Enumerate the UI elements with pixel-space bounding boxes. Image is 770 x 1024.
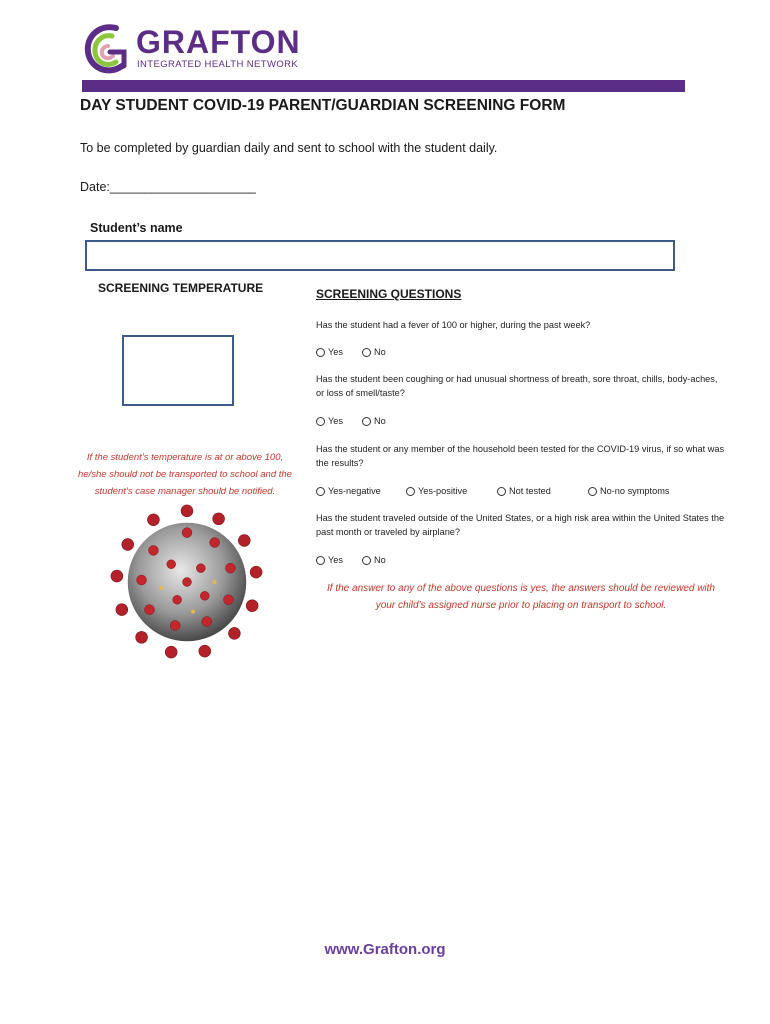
q3-option-not-tested[interactable] (497, 486, 551, 496)
radio-button-icon[interactable] (588, 487, 597, 496)
temperature-input[interactable] (122, 335, 234, 406)
q3-option-no-symptoms[interactable] (588, 486, 669, 496)
student-name-input[interactable] (85, 240, 675, 271)
radio-button-icon[interactable] (362, 417, 371, 426)
q4-option-no[interactable] (362, 555, 386, 565)
student-name-label: Student’s name (90, 221, 183, 235)
option-label: No-no symptoms (600, 486, 670, 496)
radio-button-icon[interactable] (362, 556, 371, 565)
temperature-note: If the student’s temperature is at or above 100, he/she should not be transported to school and the student’s case manager should be notified. (78, 452, 292, 497)
option-label: Yes (328, 416, 343, 426)
option-label: Yes (328, 555, 343, 565)
radio-button-icon[interactable] (406, 487, 415, 496)
option-label: Yes (328, 347, 343, 357)
coronavirus-illustration-icon (108, 503, 266, 661)
option-label: Yes-positive (418, 486, 468, 496)
q2-option-no[interactable] (362, 416, 386, 426)
q3-option-yes-negative[interactable] (316, 486, 381, 496)
header-divider-bar (82, 80, 685, 92)
date-field[interactable]: Date:_____________________ (80, 180, 256, 194)
review-note: If the answer to any of the above questions is yes, the answers should be reviewed with your child’s assigned nurse prior to placing on transport to school. (327, 583, 715, 611)
brand-name: GRAFTON (136, 24, 301, 60)
option-label: No (374, 416, 386, 426)
question-2-text: Has the student been coughing or had unusual shortness of breath, sore throat, chills, body-aches, or loss of smell/taste? (316, 374, 718, 398)
option-label: No (374, 347, 386, 357)
radio-button-icon[interactable] (316, 487, 325, 496)
q1-option-yes[interactable] (316, 347, 343, 357)
radio-button-icon[interactable] (362, 348, 371, 357)
q1-option-no[interactable] (362, 347, 386, 357)
q3-option-yes-positive[interactable] (406, 486, 467, 496)
option-label: No (374, 555, 386, 565)
option-label: Yes-negative (328, 486, 381, 496)
form-instructions: To be completed by guardian daily and sent to school with the student daily. (80, 141, 498, 155)
radio-button-icon[interactable] (316, 556, 325, 565)
question-1-text: Has the student had a fever of 100 or higher, during the past week? (316, 320, 591, 330)
question-4-text: Has the student traveled outside of the United States, or a high risk area within the United States the past month or traveled by airplane? (316, 513, 725, 537)
radio-button-icon[interactable] (316, 417, 325, 426)
screening-temperature-heading: SCREENING TEMPERATURE (98, 281, 264, 295)
website-link[interactable]: www.Grafton.org (324, 941, 446, 958)
q4-option-yes[interactable] (316, 555, 343, 565)
question-3-text: Has the student or any member of the household been tested for the COVID-19 virus, if so what was the results? (316, 444, 725, 468)
brand-subtitle: INTEGRATED HEALTH NETWORK (137, 59, 299, 70)
screening-questions-heading: SCREENING QUESTIONS (316, 287, 462, 301)
option-label: Not tested (509, 486, 551, 496)
form-title: DAY STUDENT COVID-19 PARENT/GUARDIAN SCREENING FORM (80, 97, 566, 114)
q2-option-yes[interactable] (316, 416, 343, 426)
radio-button-icon[interactable] (316, 348, 325, 357)
grafton-g-logo-icon (82, 22, 132, 78)
radio-button-icon[interactable] (497, 487, 506, 496)
